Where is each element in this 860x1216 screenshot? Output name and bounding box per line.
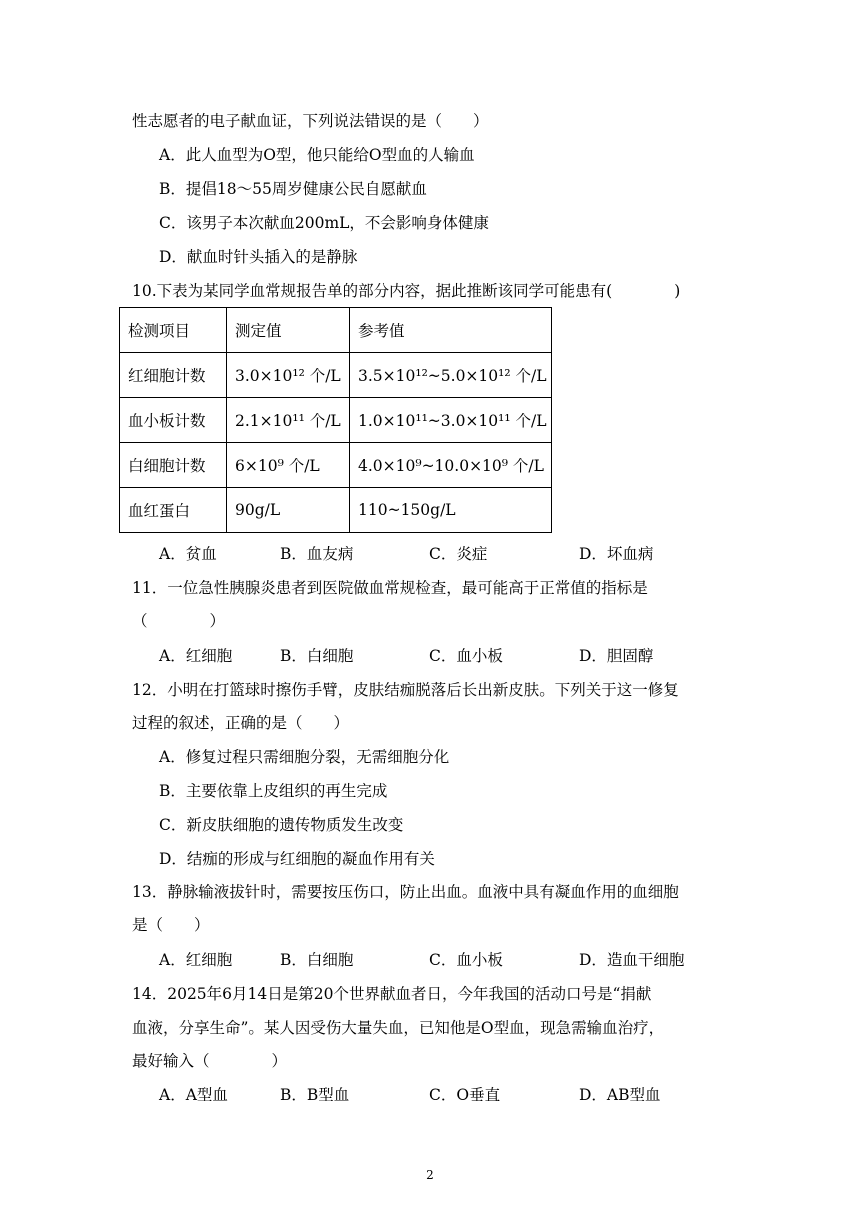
q14-option-b: B．B型血 — [280, 1086, 350, 1104]
table-row — [120, 488, 552, 533]
q12-option-b: B．主要依靠上皮组织的再生完成 — [159, 782, 388, 800]
q13-option-b: B．白细胞 — [280, 951, 354, 969]
q11-stem-line1: 11．一位急性胰腺炎患者到医院做血常规检查，最可能高于正常值的指标是 — [132, 579, 648, 597]
q12-option-c: C．新皮肤细胞的遗传物质发生改变 — [159, 816, 404, 834]
table-row — [120, 398, 552, 443]
q10-option-a: A．贫血 — [159, 545, 217, 563]
table-cell: 110~150g/L — [350, 488, 552, 533]
q14-stem-line1: 14．2025年6月14日是第20个世界献血者日，今年我国的活动口号是“捐献 — [132, 985, 652, 1003]
q11-option-b: B．白细胞 — [280, 647, 354, 665]
q9-stem-tail: 性志愿者的电子献血证，下列说法错误的是（ ） — [132, 112, 489, 130]
table-cell: 血红蛋白 — [120, 488, 227, 533]
q9-option-c: C．该男子本次献血200mL，不会影响身体健康 — [159, 214, 489, 232]
q11-stem-line2: （ ） — [132, 612, 226, 630]
table-cell: 4.0×10⁹~10.0×10⁹ 个/L — [350, 443, 552, 488]
q10-stem: 10.下表为某同学血常规报告单的部分内容，据此推断该同学可能患有( ) — [132, 282, 681, 300]
q14-option-d: D．AB型血 — [579, 1086, 661, 1104]
page-number: 2 — [426, 1168, 434, 1182]
q9-option-a: A．此人血型为O型，他只能给O型血的人输血 — [159, 146, 475, 164]
table-row — [120, 353, 552, 398]
q13-option-d: D．造血干细胞 — [579, 951, 685, 969]
table-row — [120, 443, 552, 488]
q13-stem-line2: 是（ ） — [132, 916, 210, 934]
table-cell: 3.0×10¹² 个/L — [227, 353, 350, 398]
q14-option-c: C．O垂直 — [429, 1086, 501, 1104]
table-cell: 2.1×10¹¹ 个/L — [227, 398, 350, 443]
table-header-cell: 检测项目 — [120, 308, 227, 353]
q12-option-a: A．修复过程只需细胞分裂，无需细胞分化 — [159, 748, 450, 766]
q9-option-b: B．提倡18～55周岁健康公民自愿献血 — [159, 180, 427, 198]
table-cell: 1.0×10¹¹~3.0×10¹¹ 个/L — [350, 398, 552, 443]
q11-option-d: D．胆固醇 — [579, 647, 654, 665]
q12-stem-line2: 过程的叙述，正确的是（ ） — [132, 714, 350, 732]
table-cell: 6×10⁹ 个/L — [227, 443, 350, 488]
table-cell: 白细胞计数 — [120, 443, 227, 488]
q13-option-a: A．红细胞 — [159, 951, 233, 969]
q10-option-c: C．炎症 — [429, 545, 488, 563]
table-cell: 90g/L — [227, 488, 350, 533]
q10-option-d: D．坏血病 — [579, 545, 654, 563]
table-cell: 红细胞计数 — [120, 353, 227, 398]
table-header-cell: 测定值 — [227, 308, 350, 353]
q9-option-d: D．献血时针头插入的是静脉 — [159, 248, 358, 266]
table-header-row — [120, 308, 552, 353]
q10-option-b: B．血友病 — [280, 545, 354, 563]
blood-report-table — [119, 307, 552, 533]
table-cell: 血小板计数 — [120, 398, 227, 443]
q13-stem-line1: 13．静脉输液拔针时，需要按压伤口，防止出血。血液中具有凝血作用的血细胞 — [132, 883, 679, 901]
q13-option-c: C．血小板 — [429, 951, 503, 969]
table-header-cell: 参考值 — [350, 308, 552, 353]
q11-option-a: A．红细胞 — [159, 647, 233, 665]
q14-stem-line2: 血液，分享生命”。某人因受伤大量失血，已知他是O型血，现急需输血治疗， — [132, 1019, 665, 1037]
q11-option-c: C．血小板 — [429, 647, 503, 665]
table-cell: 3.5×10¹²~5.0×10¹² 个/L — [350, 353, 552, 398]
q12-stem-line1: 12．小明在打篮球时擦伤手臂，皮肤结痂脱落后长出新皮肤。下列关于这一修复 — [132, 681, 679, 699]
q14-option-a: A．A型血 — [159, 1086, 228, 1104]
q14-stem-line3: 最好输入（ ） — [132, 1052, 288, 1070]
q12-option-d: D．结痂的形成与红细胞的凝血作用有关 — [159, 850, 435, 868]
